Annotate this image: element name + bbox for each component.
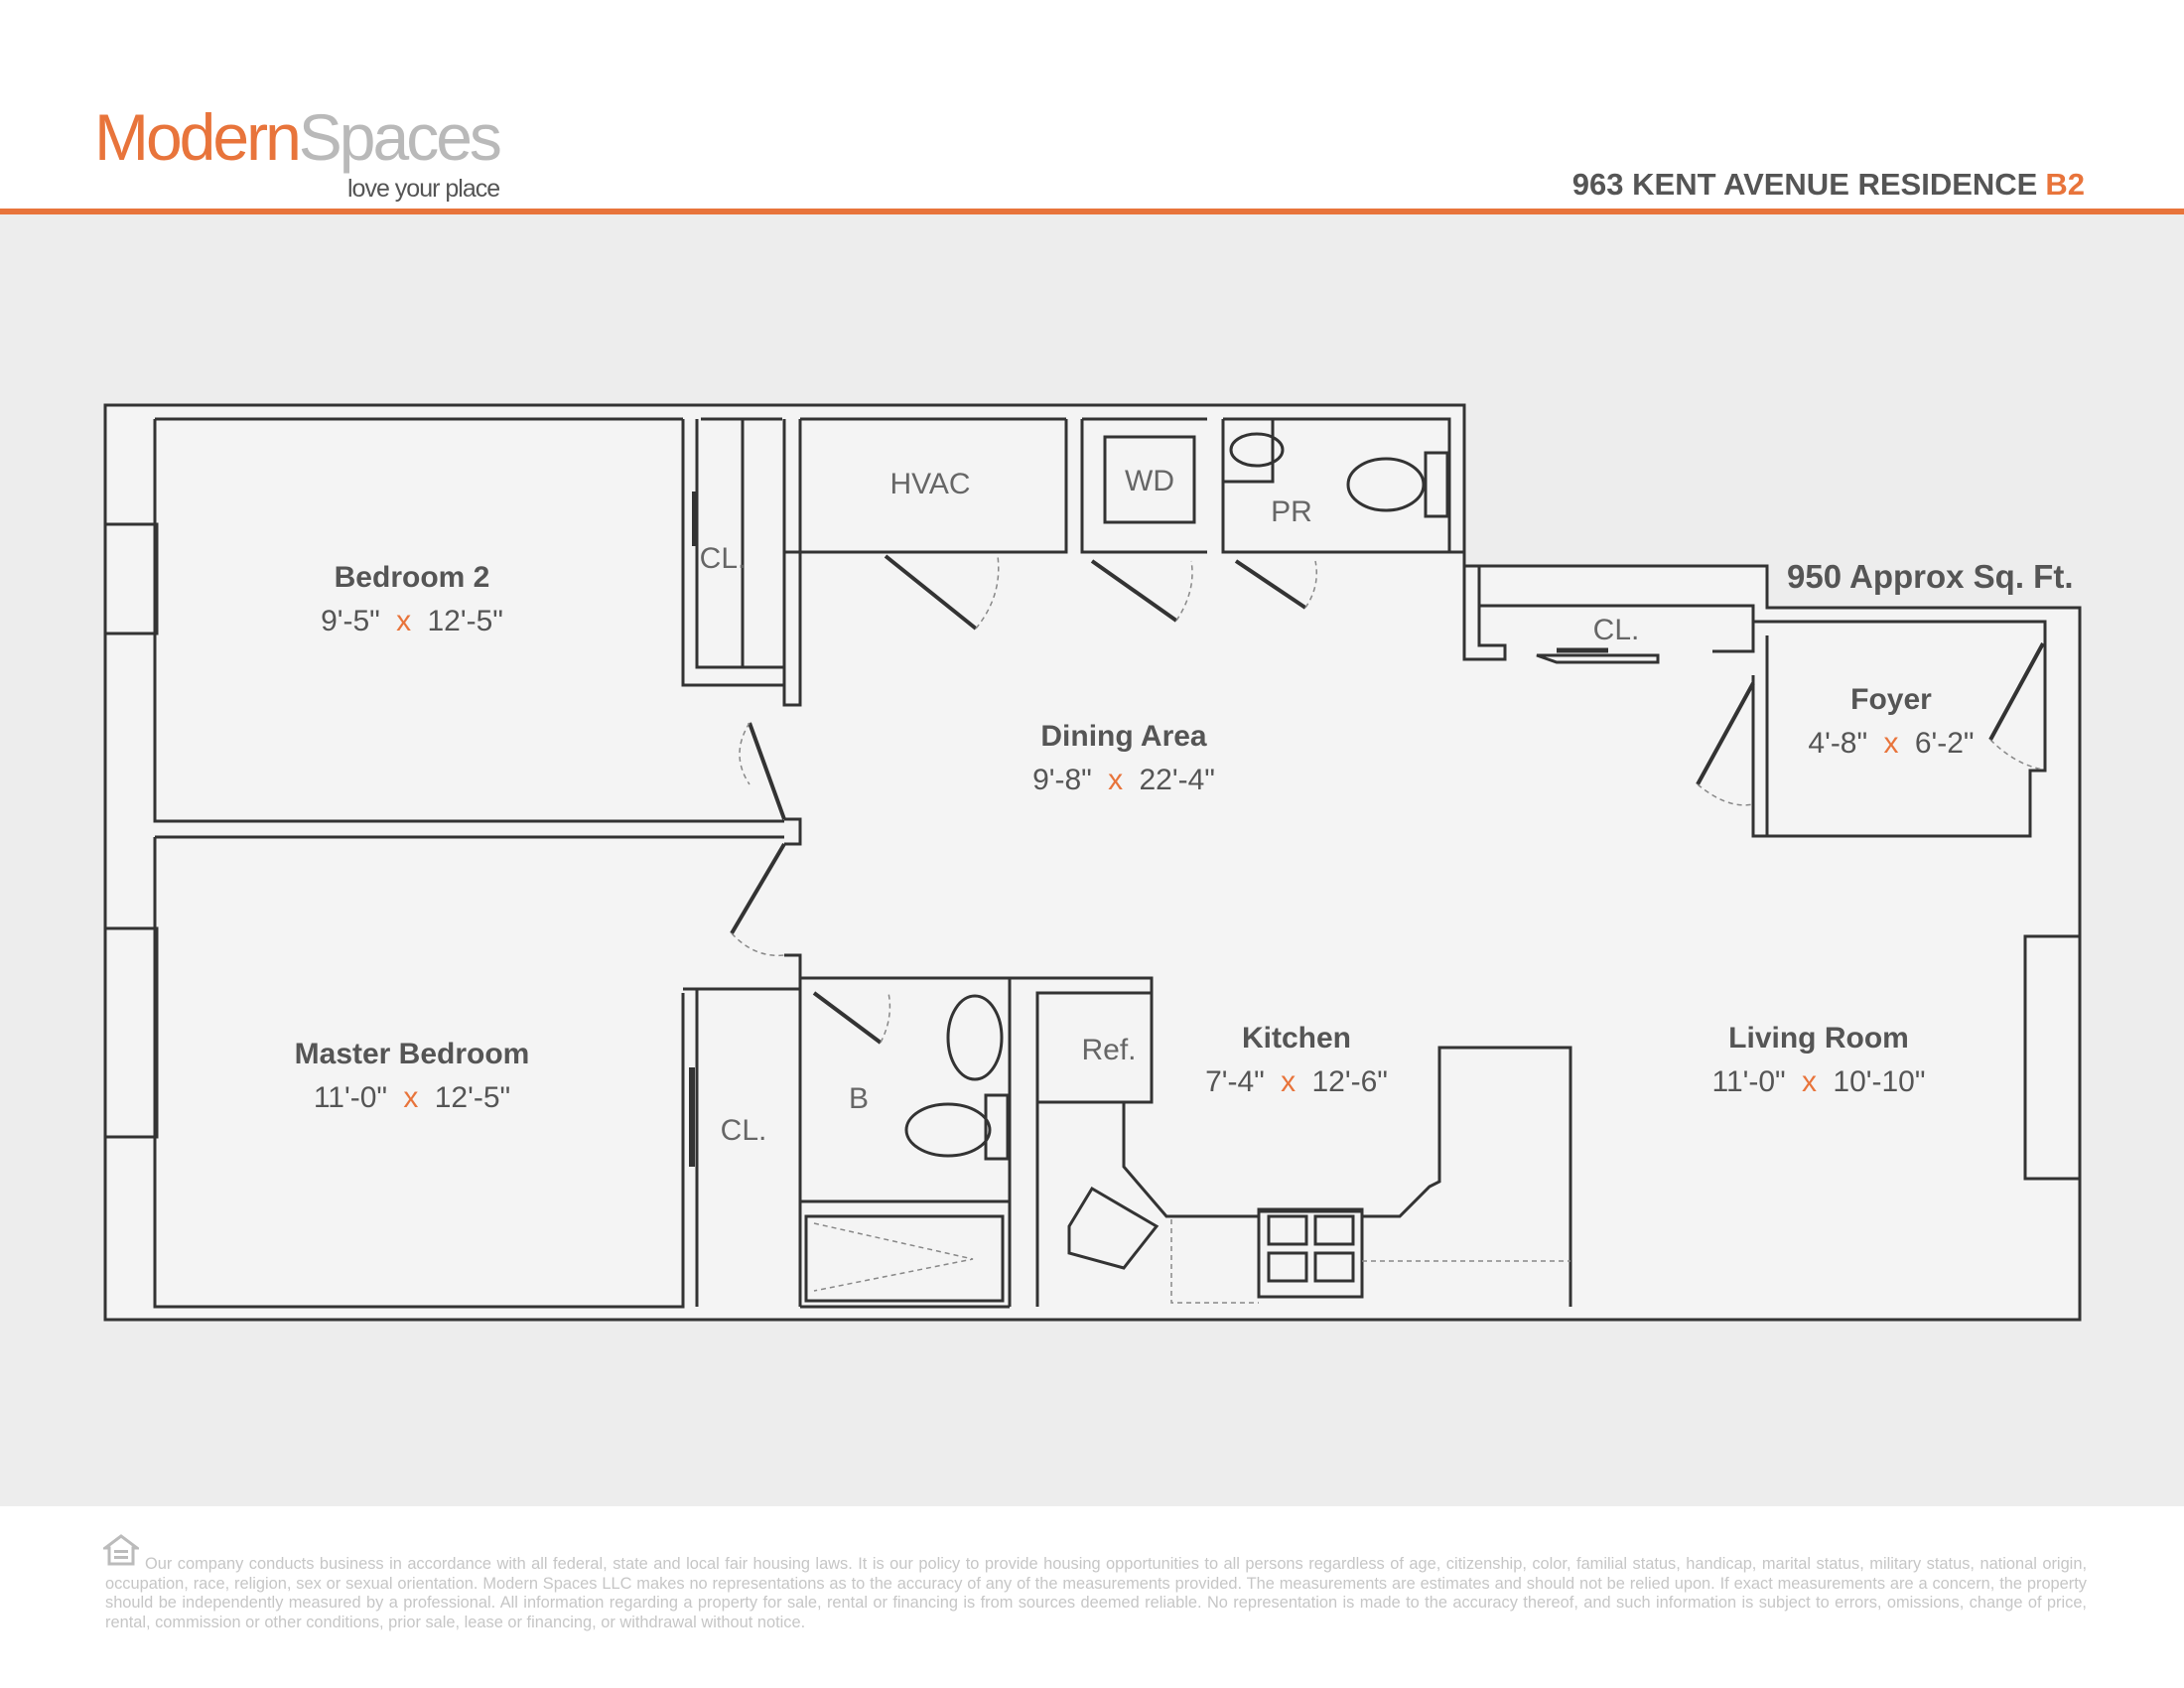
room-name-foyer: Foyer [1850, 683, 1932, 716]
floor-plan-area [0, 214, 2184, 1506]
dim-width: 11'-0" [1711, 1065, 1786, 1098]
dim-length: 12'-6" [1311, 1065, 1388, 1098]
dim-x: x [1802, 1065, 1818, 1098]
dim-x: x [1281, 1065, 1297, 1098]
dim-width: 7'-4" [1205, 1065, 1265, 1098]
dim-x: x [396, 605, 412, 637]
closet-label-bedroom2: CL. [699, 542, 747, 575]
dim-length: 12'-5" [434, 1081, 511, 1114]
residence-name: 963 KENT AVENUE RESIDENCE [1571, 167, 2038, 202]
room-dim-living [1712, 1065, 1926, 1098]
bath-label: B [848, 1082, 870, 1115]
room-name-dining: Dining Area [1040, 720, 1207, 753]
room-name-bedroom2: Bedroom 2 [334, 561, 490, 594]
dim-width: 11'-0" [313, 1081, 388, 1114]
room-dim-bedroom2 [321, 605, 503, 637]
brand-tagline: love your place [347, 175, 500, 203]
dim-length: 6'-2" [1914, 727, 1975, 760]
area-label: 950 Approx Sq. Ft. [1787, 558, 2074, 595]
room-name-master: Master Bedroom [294, 1038, 530, 1070]
room-dim-dining [1032, 764, 1215, 796]
room-dim-kitchen [1205, 1065, 1388, 1098]
dim-width: 9'-5" [321, 605, 380, 637]
header [0, 0, 2184, 211]
room-name-kitchen: Kitchen [1241, 1022, 1352, 1055]
outer-wall [105, 405, 2080, 1320]
closet-label-foyer: CL. [1592, 614, 1640, 646]
dim-x: x [403, 1081, 419, 1114]
dim-length: 10'-10" [1833, 1065, 1926, 1098]
room-dim-master [314, 1081, 510, 1114]
residence-title [1572, 167, 2085, 203]
closet-label-master: CL. [720, 1114, 767, 1147]
ref-label: Ref. [1081, 1034, 1137, 1066]
room-name-living: Living Room [1728, 1022, 1909, 1055]
hvac-label: HVAC [889, 468, 971, 500]
room-dim-foyer [1808, 727, 1974, 760]
dim-x: x [1108, 764, 1124, 796]
floor-plan [0, 214, 2184, 1506]
brand-name-part2: Spaces [298, 100, 499, 174]
disclaimer-text: Our company conducts business in accordance with all federal, state and local fair housing laws. It is our policy to provide housing opportunities to all persons regardless of age, citizenship, color, familial status, handicap, marital status, military status, national origin, occupation, race, religion, sex or sexual orientation. Modern Spaces LLC makes no representations as to the accuracy of any of the measurements provided. The measurements are estimates and should not be relied upon. If exact measurements are a concern, the property should be independently measured by a professional. All information regarding a property for sale, rental or financing is from sources deemed reliable. No representation is made to the accuracy thereof, and such information is subject to errors, omissions, change of price, rental, commission or other conditions, prior sale, lease or financing, or withdrawal without notice. [105, 1555, 2087, 1631]
pr-label: PR [1271, 495, 1312, 528]
dim-width: 4'-8" [1808, 727, 1868, 760]
unit-code: B2 [2045, 167, 2085, 202]
brand-logo [94, 99, 499, 175]
wd-label: WD [1125, 465, 1174, 497]
dim-width: 9'-8" [1032, 764, 1092, 796]
dim-x: x [1883, 727, 1899, 760]
dim-length: 12'-5" [427, 605, 503, 637]
dim-length: 22'-4" [1139, 764, 1215, 796]
brand-name-part1: Modern [94, 100, 299, 174]
